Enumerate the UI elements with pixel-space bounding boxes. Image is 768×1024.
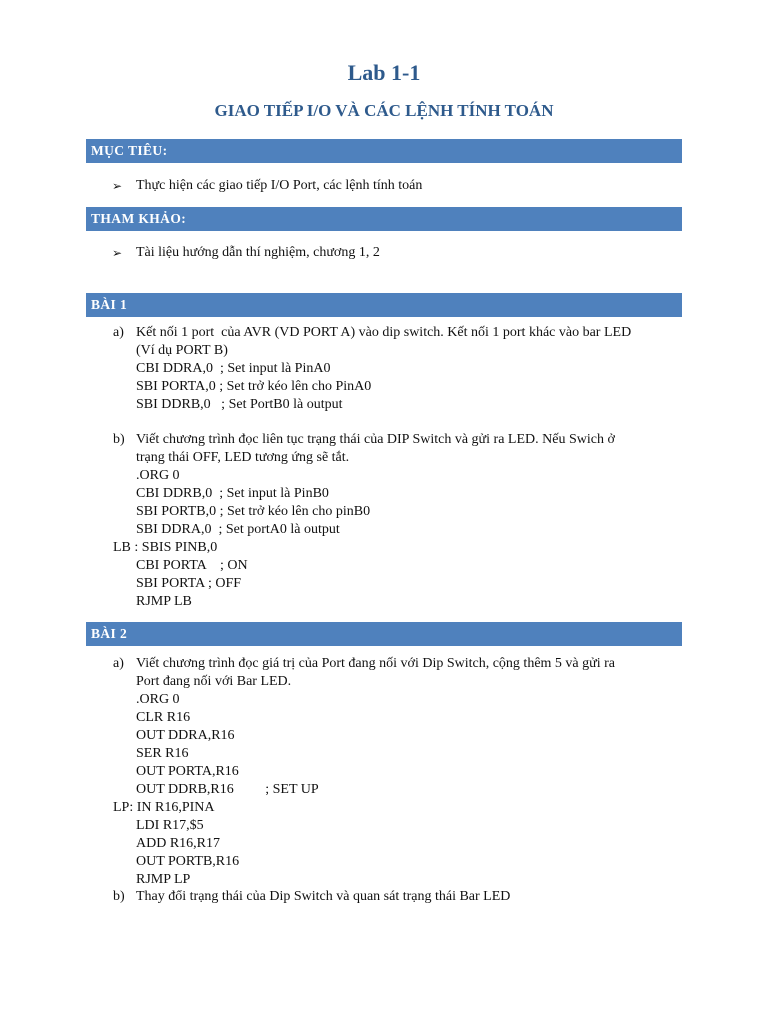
text-line: Port đang nối với Bar LED. [136,674,292,689]
reference-item: Tài liệu hướng dẫn thí nghiệm, chương 1, 2 [136,245,380,260]
code-line: RJMP LP [136,872,191,887]
code-line: .ORG 0 [136,468,180,483]
list-marker-b: b) [113,889,125,904]
code-label-line: LP: IN R16,PINA [113,800,215,815]
list-marker-b: b) [113,432,125,447]
code-line: SBI PORTA ; OFF [136,576,242,591]
code-line: CBI DDRB,0 ; Set input là PinB0 [136,486,329,501]
code-line: .ORG 0 [136,692,180,707]
code-line: OUT PORTA,R16 [136,764,239,779]
lab-subtitle: GIAO TIẾP I/O VÀ CÁC LỆNH TÍNH TOÁN [214,101,554,120]
section-heading-bai1: BÀI 1 [86,293,682,317]
code-line: CLR R16 [136,710,191,725]
list-marker-a: a) [113,325,124,340]
code-line: RJMP LB [136,594,192,609]
code-line: OUT PORTB,R16 [136,854,240,869]
code-line: SER R16 [136,746,189,761]
code-line: SBI PORTA,0 ; Set trở kéo lên cho PinA0 [136,379,372,394]
section-heading-reference: THAM KHẢO: [86,207,682,231]
code-line: CBI PORTA ; ON [136,558,248,573]
section-heading-objective: MỤC TIÊU: [86,139,682,163]
bullet-arrow-icon: ➢ [112,179,123,193]
objective-item: Thực hiện các giao tiếp I/O Port, các lệnh tính toán [136,178,423,193]
code-line: SBI DDRA,0 ; Set portA0 là output [136,522,340,537]
code-line: SBI PORTB,0 ; Set trở kéo lên cho pinB0 [136,504,371,519]
bullet-arrow-icon: ➢ [112,246,123,260]
code-label-line: LB : SBIS PINB,0 [113,540,218,555]
code-line: SBI DDRB,0 ; Set PortB0 là output [136,397,343,412]
text-line: trạng thái OFF, LED tương ứng sẽ tắt. [136,450,350,465]
text-line: (Ví dụ PORT B) [136,343,228,358]
code-line: CBI DDRA,0 ; Set input là PinA0 [136,361,331,376]
section-heading-bai2: BÀI 2 [86,622,682,646]
code-line: OUT DDRA,R16 [136,728,235,743]
text-line: Viết chương trình đọc giá trị của Port đang nối với Dip Switch, cộng thêm 5 và gửi ra [136,656,615,671]
text-line: Kết nối 1 port của AVR (VD PORT A) vào dip switch. Kết nối 1 port khác vào bar LED [136,325,632,340]
lab-title: Lab 1-1 [347,60,421,85]
list-marker-a: a) [113,656,124,671]
code-line: LDI R17,$5 [136,818,204,833]
code-line: OUT DDRB,R16 ; SET UP [136,782,319,797]
text-line: Viết chương trình đọc liên tục trạng thái của DIP Switch và gửi ra LED. Nếu Swich ở [136,432,615,447]
text-line: Thay đổi trạng thái của Dip Switch và quan sát trạng thái Bar LED [136,889,511,904]
code-line: ADD R16,R17 [136,836,221,851]
